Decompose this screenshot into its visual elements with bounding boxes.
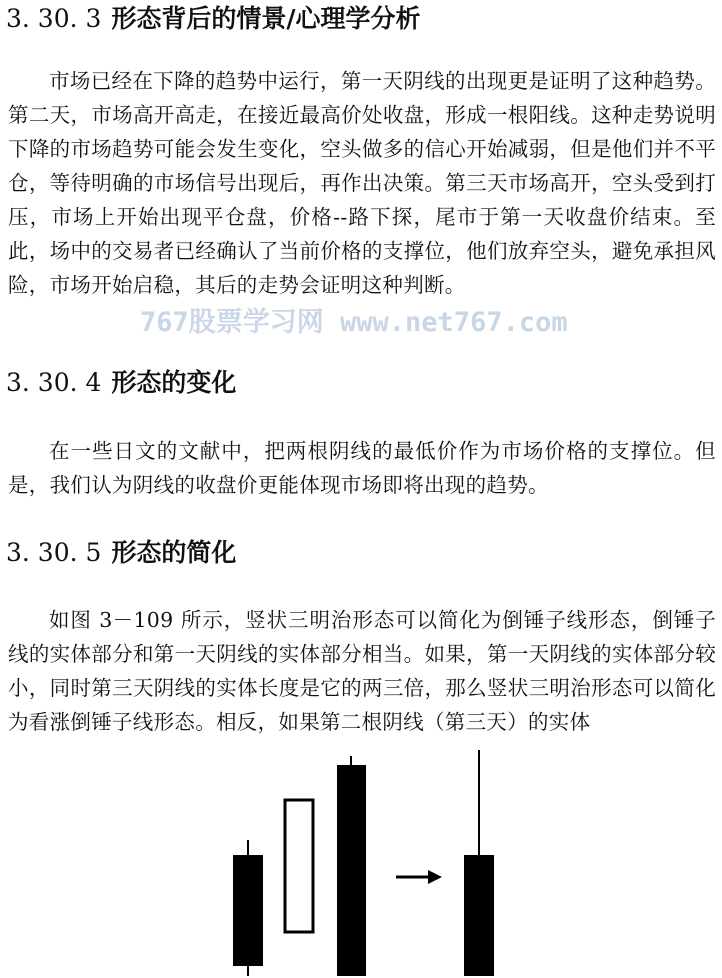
candle-body xyxy=(337,765,366,976)
candle-body xyxy=(233,855,263,966)
section-title: 形态背后的情景/心理学分析 xyxy=(111,4,421,33)
day2-bullish-candle xyxy=(285,800,313,932)
paragraph-psychology: 市场已经在下降的趋势中运行，第一天阴线的出现更是证明了这种趋势。第二天，市场高开高走，在接近最高价处收盘，形成一根阳线。这种走势说明下降的市场趋势可能会发生变化，空头做多的信心开始减弱，但是他们并不平仓，等待明确的市场信号出现后，再作出决策。第三天市场高开，空头受到打压，市场上开始出现平仓盘，价格--路下探，尾市于第一天收盘价结束。至此，场中的交易者已经确认了当前价格的支撑位，他们放弃空头，避免承担风险，市场开始启稳，其后的走势会证明这种判断。 xyxy=(8,69,716,297)
site-watermark: 767股票学习网 www.net767.com xyxy=(140,307,568,338)
right-arrow-icon xyxy=(396,870,442,884)
simplified-inverted-hammer-candle xyxy=(464,750,494,976)
section-title: 形态的变化 xyxy=(111,368,237,397)
candle-body xyxy=(464,855,494,976)
candle-body xyxy=(285,800,313,932)
section-heading-3-30-5 xyxy=(6,538,236,568)
section-number: 3. 30. 4 xyxy=(6,368,102,397)
paragraph-variation: 在一些日文的文献中，把两根阴线的最低价作为市场价格的支撑位。但是，我们认为阴线的收盘价更能体现市场即将出现的趋势。 xyxy=(8,439,716,497)
day3-bearish-candle xyxy=(337,756,366,976)
section-heading-3-30-3 xyxy=(6,4,421,34)
paragraph-simplification: 如图 3－109 所示，竖状三明治形态可以简化为倒锤子线形态，倒锤子线的实体部分和第一天阴线的实体部分相当。如果，第一天阴线的实体部分较小，同时第三天阴线的实体长度是它的两三倍，那么竖状三明治形态可以简化为看涨倒锤子线形态。相反，如果第二根阴线（第三天）的实体 xyxy=(8,608,716,734)
candlestick-figure xyxy=(0,740,722,978)
section-number: 3. 30. 3 xyxy=(6,4,102,33)
section-title: 形态的简化 xyxy=(111,538,237,567)
section-number: 3. 30. 5 xyxy=(6,538,102,567)
day1-bearish-candle xyxy=(233,840,263,976)
section-heading-3-30-4 xyxy=(6,368,236,398)
